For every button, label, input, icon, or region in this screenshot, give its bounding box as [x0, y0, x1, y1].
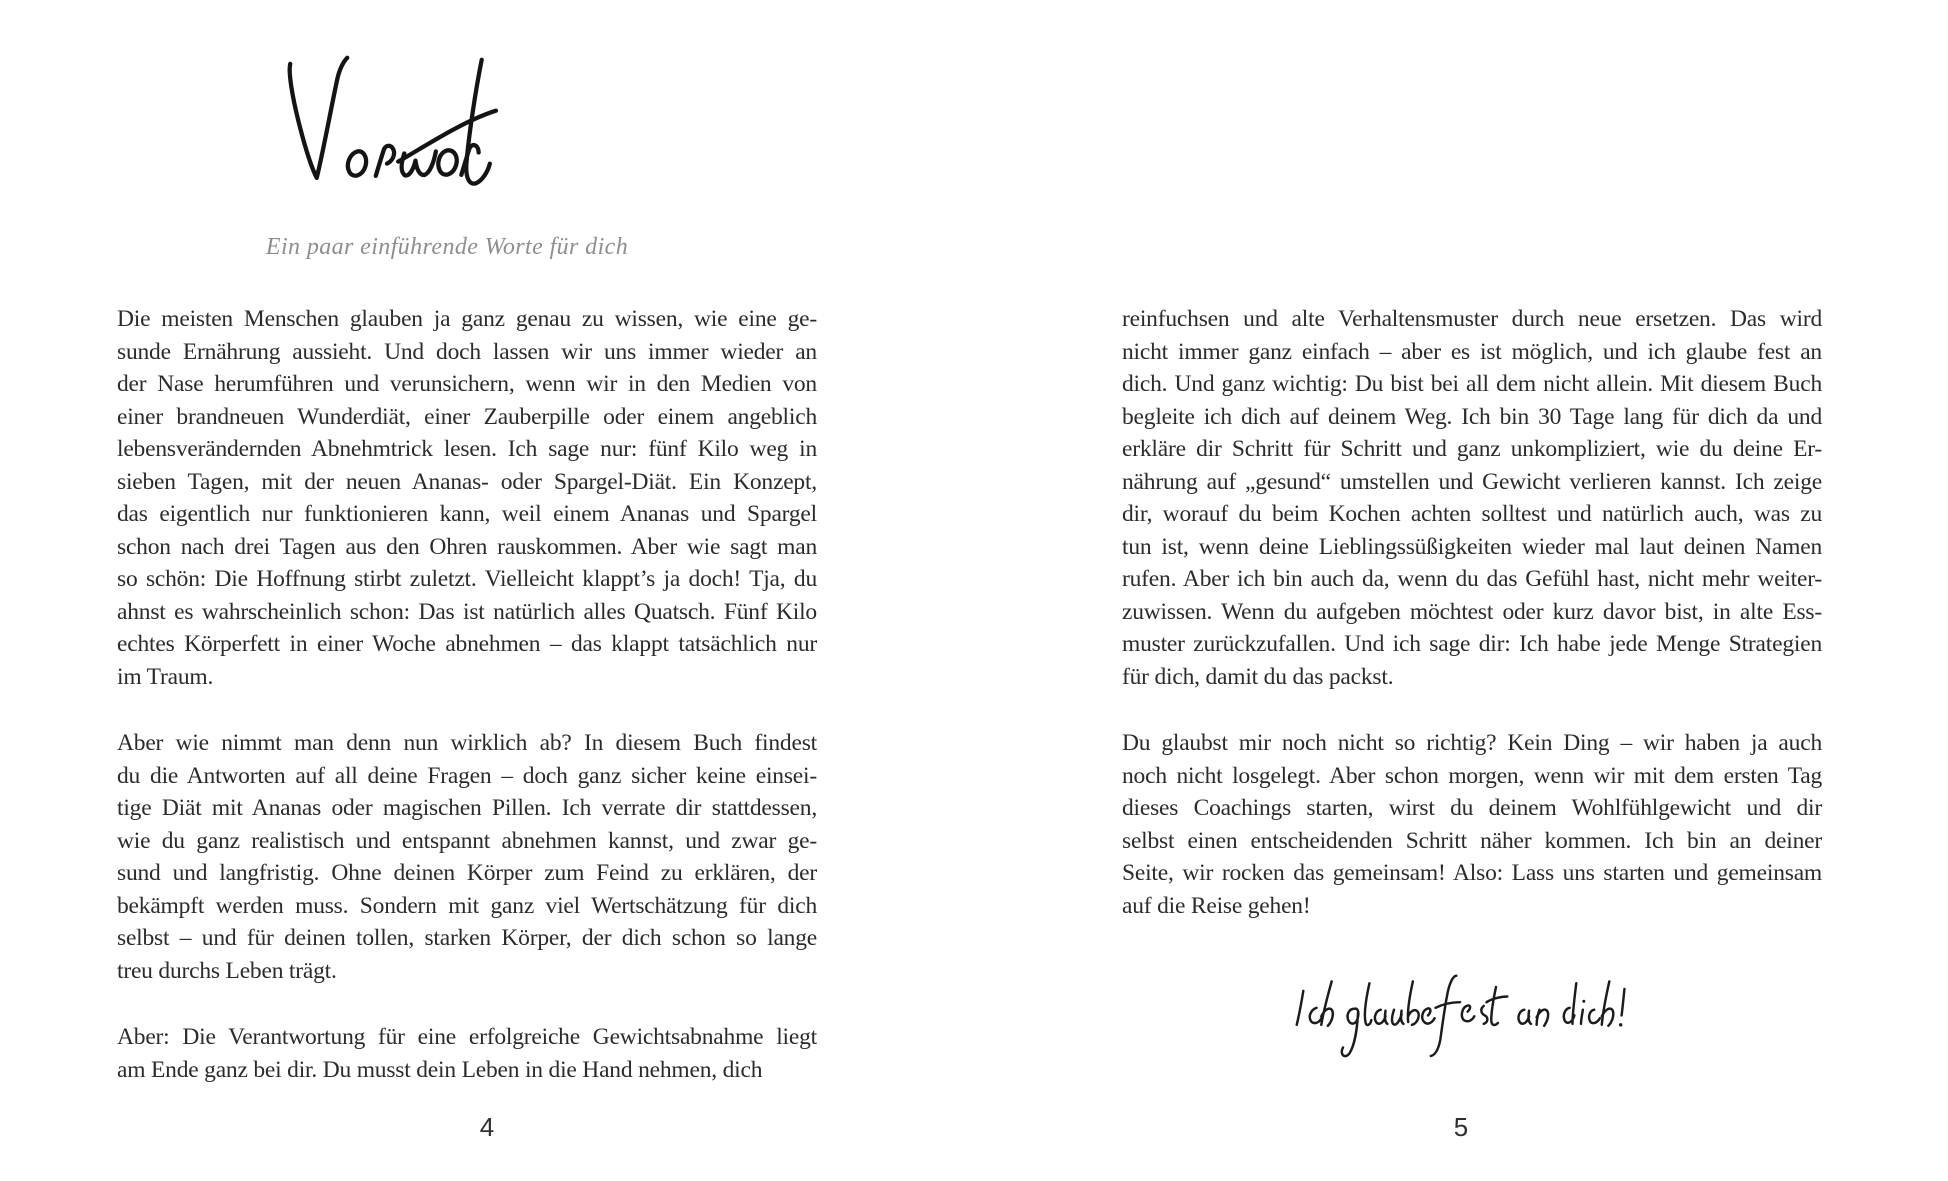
text-line: auf die Reise gehen! [1122, 892, 1311, 919]
text-line: selbst einen entscheidenden Schritt näher kommen. Ich bin an deiner [1122, 827, 1822, 854]
text-line: tige Diät mit Ananas oder magischen Pillen. Ich verrate dir stattdessen, [117, 795, 817, 821]
paragraph [117, 1021, 817, 1086]
text-line: Seite, wir rocken das gemeinsam! Also: Lass uns starten und gemeinsam [1122, 860, 1822, 886]
paragraph [1122, 727, 1822, 922]
text-line: sieben Tagen, mit der neuen Ananas- oder Spargel-Diät. Ein Konzept, [117, 468, 817, 495]
text-line: der Nase herumführen und verunsichern, wenn wir in den Medien von [117, 371, 817, 397]
text-column-left [117, 303, 817, 1120]
page-subtitle: Ein paar einführende Worte für dich [265, 234, 629, 260]
text-line: wie du ganz realistisch und entspannt abnehmen kannst, und zwar ge- [117, 827, 817, 854]
handwritten-signature [1292, 966, 1632, 1061]
text-line: selbst – und für deinen tollen, starken Körper, der dich schon so lange [117, 925, 817, 951]
text-line: am Ende ganz bei dir. Du musst dein Leben in die Hand nehmen, dich [117, 1056, 763, 1083]
text-column-right [1122, 303, 1822, 956]
text-line: Aber wie nimmt man denn nun wirklich ab? In diesem Buch findest [117, 730, 817, 756]
text-line: für dich, damit du das packst. [1122, 663, 1394, 690]
text-line: noch nicht losgelegt. Aber schon morgen, wenn wir mit dem ersten Tag [1122, 762, 1822, 789]
text-line: Die meisten Menschen glauben ja ganz genau zu wissen, wie eine ge- [117, 306, 817, 332]
text-line: dich. Und ganz wichtig: Du bist bei all dem nicht allein. Mit diesem Buch [1122, 371, 1822, 397]
text-line: so schön: Die Hoffnung stirbt zuletzt. Vielleicht klappt’s ja doch! Tja, du [117, 566, 817, 592]
paragraph [117, 303, 817, 693]
paragraph [117, 727, 817, 987]
text-line: treu durchs Leben trägt. [117, 957, 337, 984]
text-line: erkläre dir Schritt für Schritt und ganz unkompliziert, wie du deine Er- [1122, 436, 1822, 462]
page-right [974, 0, 1948, 1181]
text-line: schon nach drei Tagen aus den Ohren rauskommen. Aber wie sagt man [117, 533, 817, 560]
text-line: sund und langfristig. Ohne deinen Körper zum Feind zu erklären, der [117, 860, 817, 886]
text-line: bekämpft werden muss. Sondern mit ganz viel Wertschätzung für dich [117, 892, 817, 919]
text-line: zuwissen. Wenn du aufgeben möchtest oder kurz davor bist, in alte Ess- [1122, 598, 1822, 625]
text-line: das eigentlich nur funktionieren kann, weil einem Ananas und Spargel [117, 501, 817, 527]
text-line: ahnst es wahrscheinlich schon: Das ist natürlich alles Quatsch. Fünf Kilo [117, 598, 817, 625]
text-line: dieses Coachings starten, wirst du deinem Wohlfühlgewicht und dir [1122, 795, 1822, 821]
text-line: muster zurückzufallen. Und ich sage dir: Ich habe jede Menge Strategien [1122, 631, 1822, 657]
text-line: echtes Körperfett in einer Woche abnehmen – das klappt tatsächlich nur [117, 631, 817, 657]
text-line: Du glaubst mir noch nicht so richtig? Kein Ding – wir haben ja auch [1122, 730, 1822, 756]
text-line: dir, worauf du beim Kochen achten solltest und natürlich auch, was zu [1122, 501, 1822, 527]
text-line: lebensverändernden Abnehmtrick lesen. Ich sage nur: fünf Kilo weg in [117, 436, 817, 462]
text-line: tun ist, wenn deine Lieblingssüßigkeiten wieder mal laut deinen Namen [1122, 533, 1822, 560]
page-number-left: 4 [479, 1112, 495, 1142]
page-number-right: 5 [1453, 1112, 1469, 1142]
text-line: Aber: Die Verantwortung für eine erfolgreiche Gewichtsabnahme liegt [117, 1024, 817, 1050]
text-line: im Traum. [117, 663, 214, 690]
handwritten-title [278, 55, 498, 201]
text-line: einer brandneuen Wunderdiät, einer Zauberpille oder einem angeblich [117, 403, 817, 430]
text-line: nicht immer ganz einfach – aber es ist möglich, und ich glaube fest an [1122, 338, 1822, 365]
text-line: rufen. Aber ich bin auch da, wenn du das Gefühl hast, nicht mehr weiter- [1122, 566, 1822, 592]
text-line: nährung auf „gesund“ umstellen und Gewicht verlieren kannst. Ich zeige [1122, 468, 1822, 495]
text-line: sunde Ernährung aussieht. Und doch lassen wir uns immer wieder an [117, 338, 817, 365]
text-line: du die Antworten auf all deine Fragen – doch ganz sicher keine einsei- [117, 762, 817, 789]
paragraph [1122, 303, 1822, 693]
text-line: begleite ich dich auf deinem Weg. Ich bin 30 Tage lang für dich da und [1122, 403, 1822, 430]
text-line: reinfuchsen und alte Verhaltensmuster durch neue ersetzen. Das wird [1122, 306, 1822, 332]
